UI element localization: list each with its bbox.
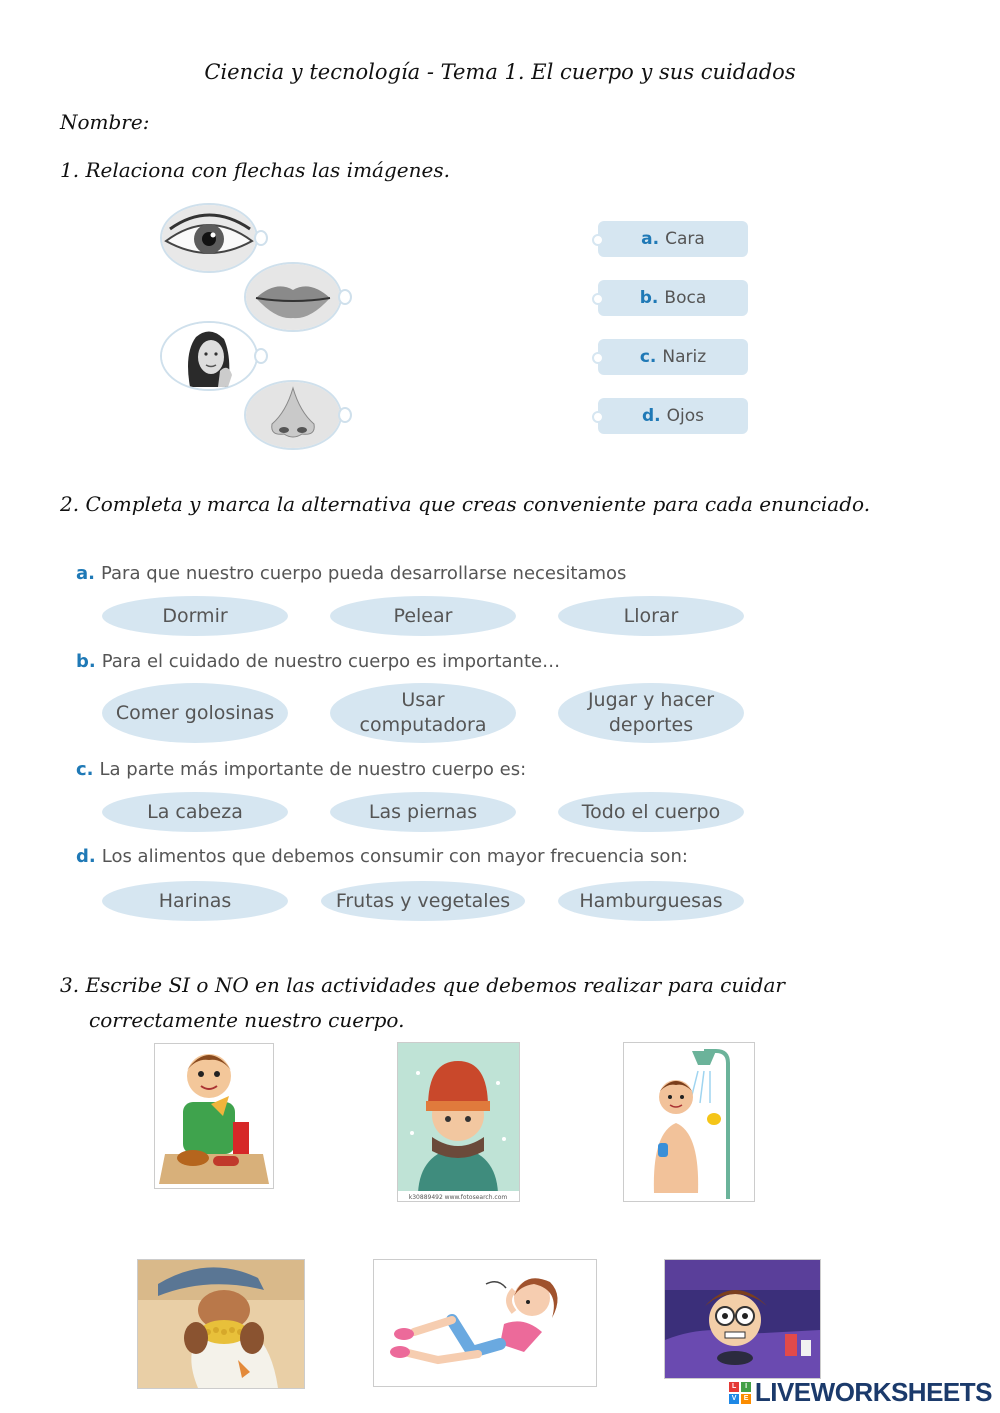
eye-image[interactable] (160, 203, 258, 273)
label-d-text: Ojos (666, 406, 704, 426)
logo-letter-i: I (741, 1382, 751, 1392)
option-d-1[interactable]: Harinas (102, 881, 288, 921)
question-2-prompt: 2. Completa y marca la alternativa que creas conveniente para cada enunciado. (60, 492, 871, 516)
label-b-letter: b. (639, 288, 659, 308)
eye-connector[interactable] (254, 230, 268, 246)
option-b-1[interactable]: Comer golosinas (102, 683, 288, 743)
boy-eating-fastfood-icon (155, 1044, 273, 1188)
eye-icon (162, 205, 256, 271)
liveworksheets-logo-icon (729, 1382, 751, 1404)
label-c-text: Nariz (662, 347, 707, 367)
match-label-d[interactable] (598, 398, 748, 434)
liveworksheets-wordmark: LIVEWORKSHEETS (754, 1377, 992, 1407)
option-a-1[interactable]: Dormir (102, 596, 288, 636)
face-image[interactable] (160, 321, 258, 391)
label-b-text: Boca (664, 288, 707, 308)
nose-connector[interactable] (338, 407, 352, 423)
fotosearch-caption: k30889492 www.fotosearch.com (408, 1194, 508, 1201)
option-b-2[interactable]: Usar computadora (330, 683, 516, 743)
scene-eating-junk-food[interactable] (154, 1043, 274, 1189)
item-d-statement (76, 846, 688, 867)
boy-showering-icon (624, 1043, 754, 1201)
item-d-text: Los alimentos que debemos consumir con mayor frecuencia son: (101, 846, 688, 867)
logo-letter-e: E (741, 1394, 751, 1404)
item-a-text: Para que nuestro cuerpo pueda desarrollarse necesitamos (100, 563, 627, 584)
option-d-3[interactable]: Hamburguesas (558, 881, 744, 921)
option-b-3[interactable]: Jugar y hacer deportes (558, 683, 744, 743)
label-a-connector[interactable] (592, 234, 604, 246)
match-label-c[interactable] (598, 339, 748, 375)
question-1-prompt: 1. Relaciona con flechas las imágenes. (60, 158, 450, 182)
lips-icon (246, 264, 340, 330)
label-d-connector[interactable] (592, 411, 604, 423)
nose-icon (246, 382, 340, 448)
logo-letter-v: V (729, 1394, 739, 1404)
option-d-2[interactable]: Frutas y vegetales (321, 881, 525, 921)
girl-doing-situps-icon (374, 1260, 596, 1386)
logo-letter-l: L (729, 1382, 739, 1392)
label-b-connector[interactable] (592, 293, 604, 305)
nombre-label: Nombre: (60, 110, 150, 134)
item-c-letter: c. (76, 759, 94, 780)
scene-eating-corn[interactable] (137, 1259, 305, 1389)
label-a-letter: a. (641, 229, 660, 249)
mouth-connector[interactable] (338, 289, 352, 305)
label-d-letter: d. (641, 406, 661, 426)
scene-shower[interactable] (623, 1042, 755, 1202)
scene-exercise[interactable] (373, 1259, 597, 1387)
face-connector[interactable] (254, 348, 268, 364)
item-d-letter: d. (76, 846, 96, 867)
match-label-a[interactable] (598, 221, 748, 257)
page-title: Ciencia y tecnología - Tema 1. El cuerpo y sus cuidados (204, 60, 796, 84)
label-c-connector[interactable] (592, 352, 604, 364)
scene-screen-time[interactable] (664, 1259, 821, 1379)
label-a-text: Cara (665, 229, 705, 249)
item-b-text: Para el cuidado de nuestro cuerpo es importante… (101, 651, 561, 672)
man-eating-corn-icon (138, 1260, 304, 1388)
label-c-letter: c. (639, 347, 657, 367)
match-label-b[interactable] (598, 280, 748, 316)
nose-image[interactable] (244, 380, 342, 450)
boy-playing-videogames-icon (665, 1260, 820, 1378)
option-a-2[interactable]: Pelear (330, 596, 516, 636)
item-c-text: La parte más importante de nuestro cuerpo es: (99, 759, 527, 780)
option-c-2[interactable]: Las piernas (330, 792, 516, 832)
question-3-prompt (60, 968, 785, 1038)
option-c-1[interactable]: La cabeza (102, 792, 288, 832)
girl-in-cold-icon (398, 1043, 519, 1201)
option-c-3[interactable]: Todo el cuerpo (558, 792, 744, 832)
mouth-image[interactable] (244, 262, 342, 332)
item-c-statement (76, 759, 526, 780)
item-a-statement (76, 563, 626, 584)
item-a-letter: a. (76, 563, 95, 584)
face-icon (162, 323, 256, 389)
liveworksheets-brand (729, 1377, 992, 1408)
question-3-line-1: 3. Escribe SI o NO en las actividades que debemos realizar para cuidar (60, 973, 785, 997)
item-b-statement (76, 651, 560, 672)
scene-cold-weather[interactable] (397, 1042, 520, 1202)
option-a-3[interactable]: Llorar (558, 596, 744, 636)
item-b-letter: b. (76, 651, 96, 672)
question-3-line-2: correctamente nuestro cuerpo. (89, 1008, 405, 1032)
